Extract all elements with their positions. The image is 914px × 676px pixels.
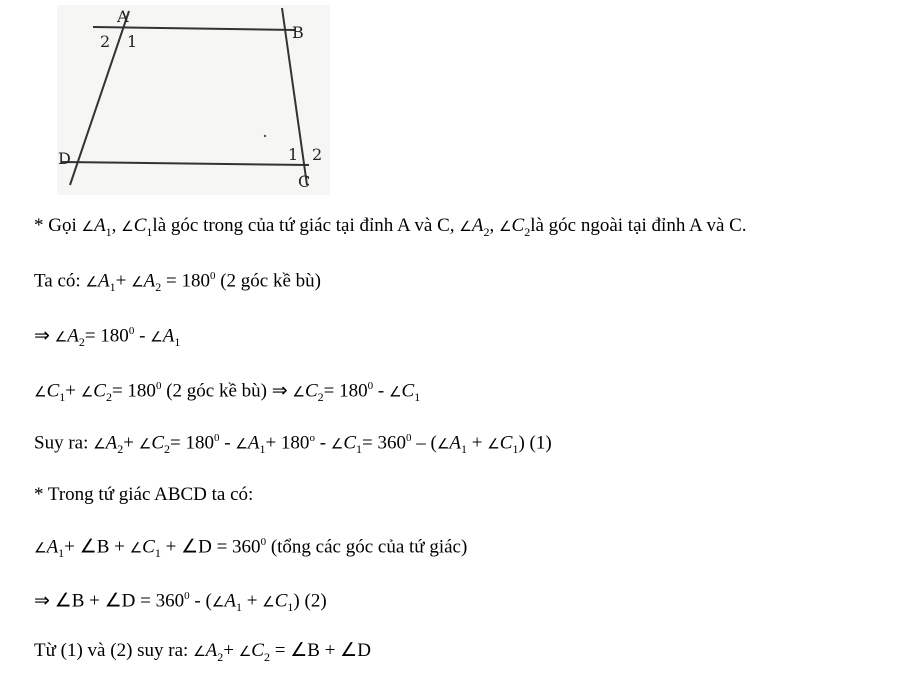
vertex-label-a: A xyxy=(117,7,129,26)
angle-label-a2: 2 xyxy=(100,32,111,51)
text-line-1: * Gọi $\angle A_1$, $\angle C_1là$ góc trong của tứ giác tại đỉnh A và C, $\angle A_2$, $\angle C_2là$ góc ngoài tại đỉnh A và C. xyxy=(34,215,747,239)
quadrilateral-figure xyxy=(57,5,330,195)
text-line-2: Ta có: $\angle A_1+$ $\angle A_2 = 180^0$ (2 góc kề bù) xyxy=(34,270,321,295)
side-dc xyxy=(62,162,309,165)
text-line-7: $\angle A_1+$ ∠B + $\angle C_1$ + ∠D = $360^0$ (tổng các góc của tứ giác) xyxy=(34,536,468,561)
angle-label-c2: 2 xyxy=(312,145,323,164)
dot-mark xyxy=(264,135,266,137)
text-line-4: $\angle C_1+$ $\angle C_2= 180^0$ (2 góc kề bù) ⇒ $\angle C_2= 180^0$ - $\angle C_1$ xyxy=(34,380,421,405)
text-line-8: ⇒ ∠B + ∠D = $360^0$ - ($\angle A_1$ + $\angle C_1$) (2) xyxy=(34,590,327,615)
angle-label-c1: 1 xyxy=(288,145,299,164)
text-line-3: ⇒ $\angle A_2= 180^0$ - $\angle A_1$ xyxy=(34,325,181,350)
text-line-6: * Trong tứ giác ABCD ta có: xyxy=(34,484,254,505)
text-line-9: Từ (1) và (2) suy ra: $\angle A_2+$ $\angle C_2$ = ∠B + ∠D xyxy=(34,640,371,664)
quadrilateral-diagram xyxy=(57,5,330,195)
vertex-label-d: D xyxy=(58,149,71,168)
angle-label-a1: 1 xyxy=(127,32,138,51)
text-line-5: Suy ra: $\angle A_2+$ $\angle C_2= 180^0$ - $\angle A_1+ 180^o$ - $\angle C_1= 360^0$ – ($\angle A_1$ + $\angle C_1$) (1) xyxy=(34,432,552,457)
vertex-label-c: C xyxy=(298,172,311,191)
vertex-label-b: B xyxy=(292,23,304,42)
